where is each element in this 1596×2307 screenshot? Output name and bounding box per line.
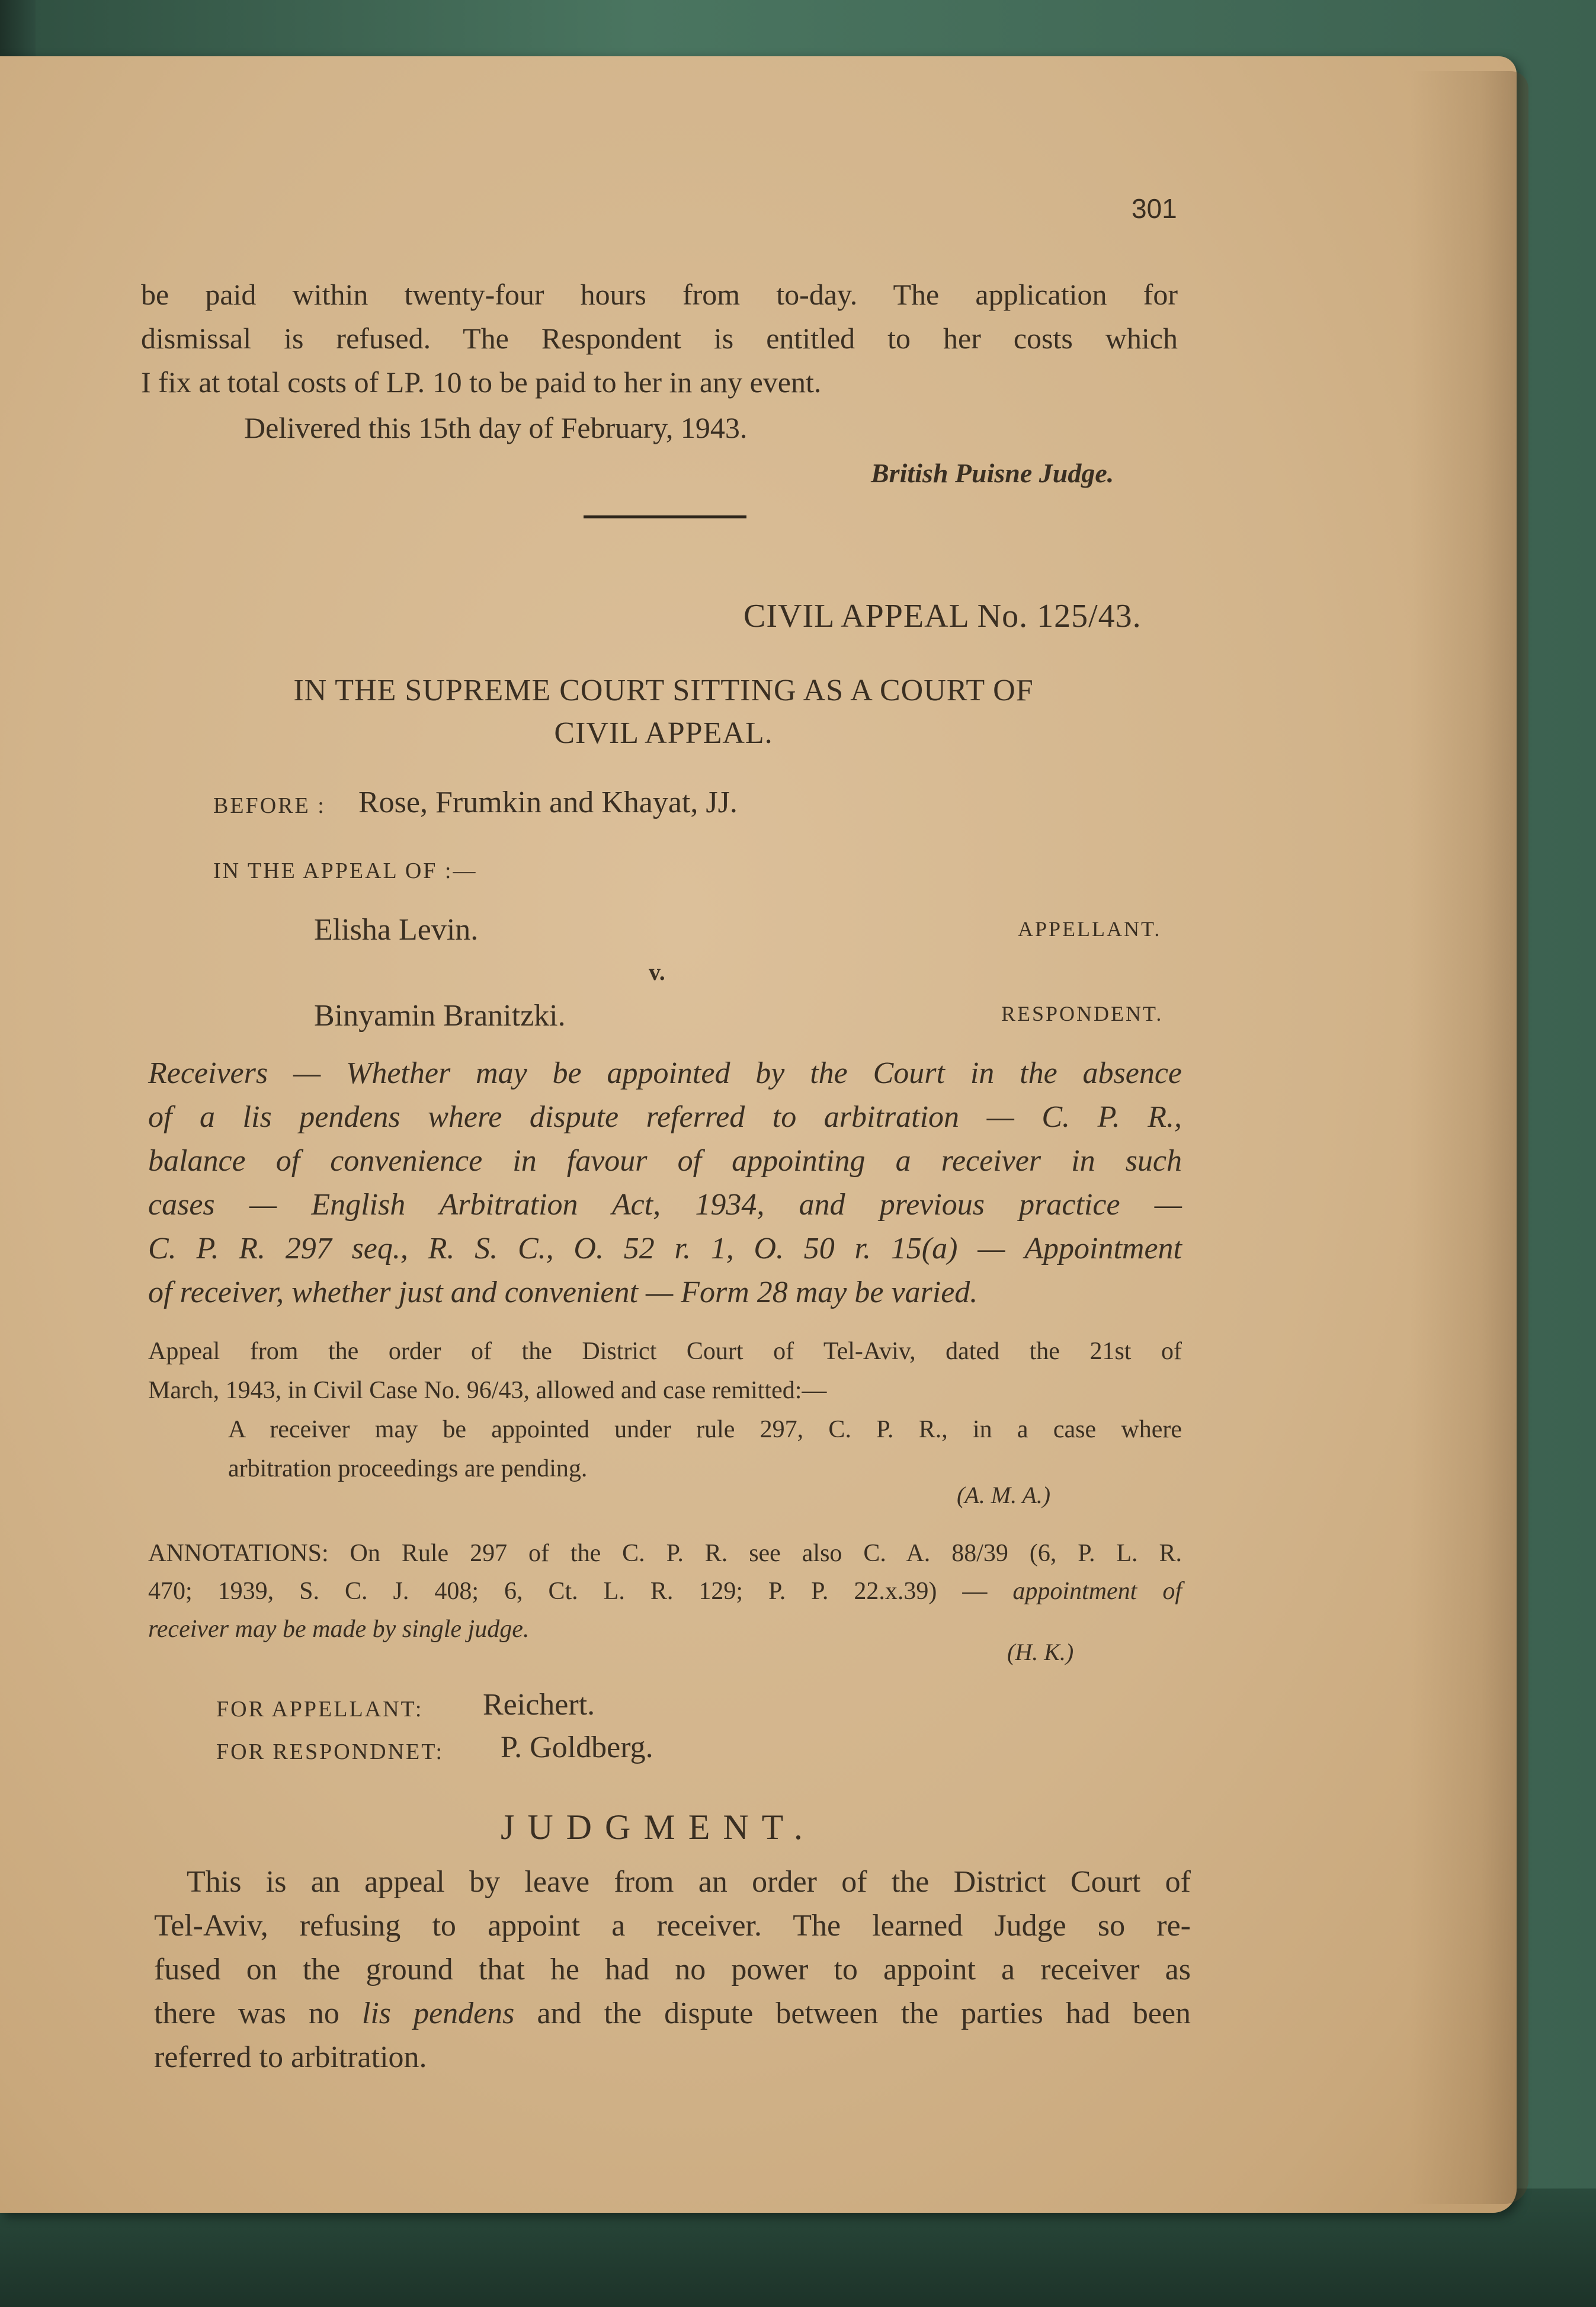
judgment-line: fused on the ground that he had no power to appoint a receiver as bbox=[154, 1953, 1191, 1986]
annotator-initials: (H. K.) bbox=[1007, 1639, 1074, 1665]
before-label: BEFORE : bbox=[213, 793, 326, 818]
annotation-line: receiver may be made by single judge. bbox=[148, 1616, 530, 1643]
counsel-respondent-label: FOR RESPONDNET: bbox=[216, 1739, 444, 1764]
order-line: March, 1943, in Civil Case No. 96/43, allowed and case remitted:— bbox=[148, 1377, 827, 1404]
judgment-text: there was no bbox=[154, 1997, 339, 2030]
annotation-note: appointment of bbox=[1012, 1578, 1182, 1605]
text-line: be paid within twenty-four hours from to-day. The application for bbox=[141, 278, 1178, 311]
text-line: dismissal is refused. The Respondent is entitled to her costs which bbox=[141, 322, 1178, 355]
counsel-respondent-name: P. Goldberg. bbox=[501, 1731, 653, 1764]
previous-judgment-text bbox=[141, 273, 1178, 404]
judgment-heading: JUDGMENT. bbox=[501, 1808, 816, 1847]
annotations bbox=[148, 1534, 1182, 1648]
text-line: I fix at total costs of LP. 10 to be paid to her in any event. bbox=[141, 366, 822, 399]
headnote-line: of receiver, whether just and convenient — Form 28 may be varied. bbox=[148, 1276, 978, 1309]
order-line: arbitration proceedings are pending. bbox=[228, 1455, 588, 1482]
page-number: 301 bbox=[1132, 193, 1177, 224]
appeal-order bbox=[148, 1332, 1182, 1488]
counsel-appellant-name: Reichert. bbox=[483, 1688, 595, 1722]
annotation-citations: 470; 1939, S. C. J. 408; 6, Ct. L. R. 129; P. P. 22.x.39) — bbox=[148, 1578, 988, 1605]
headnote-line: of a lis pendens where dispute referred to arbitration — C. P. R., bbox=[148, 1100, 1182, 1134]
versus: v. bbox=[649, 959, 665, 985]
appellant-role: APPELLANT. bbox=[1018, 917, 1162, 941]
judgment-line: Tel-Aviv, refusing to appoint a receiver. The learned Judge so re- bbox=[154, 1909, 1191, 1943]
order-line: A receiver may be appointed under rule 297, C. P. R., in a case where bbox=[228, 1416, 1182, 1443]
judge-signature: British Puisne Judge. bbox=[871, 458, 1114, 488]
headnote-line: Receivers — Whether may be appointed by the Court in the absence bbox=[148, 1056, 1182, 1090]
annotation-line: ANNOTATIONS: On Rule 297 of the C. P. R. see also C. A. 88/39 (6, P. L. R. bbox=[148, 1540, 1182, 1567]
court-title-line: CIVIL APPEAL. bbox=[554, 716, 773, 750]
judgment-line: This is an appeal by leave from an order of the District Court of bbox=[187, 1865, 1191, 1899]
section-divider bbox=[584, 515, 746, 518]
reporter-initials: (A. M. A.) bbox=[957, 1482, 1051, 1508]
appeal-of-label: IN THE APPEAL OF :— bbox=[213, 858, 477, 883]
annotation-line bbox=[148, 1572, 1182, 1610]
court-title-line: IN THE SUPREME COURT SITTING AS A COURT OF bbox=[293, 674, 1034, 707]
headnote-line: balance of convenience in favour of appointing a receiver in such bbox=[148, 1144, 1182, 1178]
respondent-name: Binyamin Branitzki. bbox=[314, 999, 566, 1033]
headnote-line: cases — English Arbitration Act, 1934, and previous practice — bbox=[148, 1188, 1182, 1222]
case-number: CIVIL APPEAL No. 125/43. bbox=[743, 598, 1142, 635]
headnote-line: C. P. R. 297 seq., R. S. C., O. 52 r. 1, O. 50 r. 15(a) — Appointment bbox=[148, 1232, 1182, 1265]
headnote bbox=[148, 1052, 1182, 1315]
judgment-body bbox=[154, 1860, 1191, 2079]
delivered-date: Delivered this 15th day of February, 1943. bbox=[244, 411, 748, 444]
respondent-role: RESPONDENT. bbox=[1001, 1002, 1164, 1026]
judgment-text: and the dispute between the parties had been bbox=[537, 1997, 1191, 2030]
appellant-name: Elisha Levin. bbox=[314, 913, 479, 947]
judgment-line: referred to arbitration. bbox=[154, 2040, 427, 2074]
court-title bbox=[148, 669, 1179, 755]
bench-judges: Rose, Frumkin and Khayat, JJ. bbox=[358, 786, 738, 819]
lis-pendens-term: lis pendens bbox=[361, 1997, 515, 2030]
counsel-appellant-label: FOR APPELLANT: bbox=[216, 1697, 424, 1722]
page-fore-edge bbox=[1410, 71, 1528, 2204]
judgment-line bbox=[154, 1992, 1191, 2036]
order-line: Appeal from the order of the District Court of Tel-Aviv, dated the 21st of bbox=[148, 1338, 1182, 1365]
